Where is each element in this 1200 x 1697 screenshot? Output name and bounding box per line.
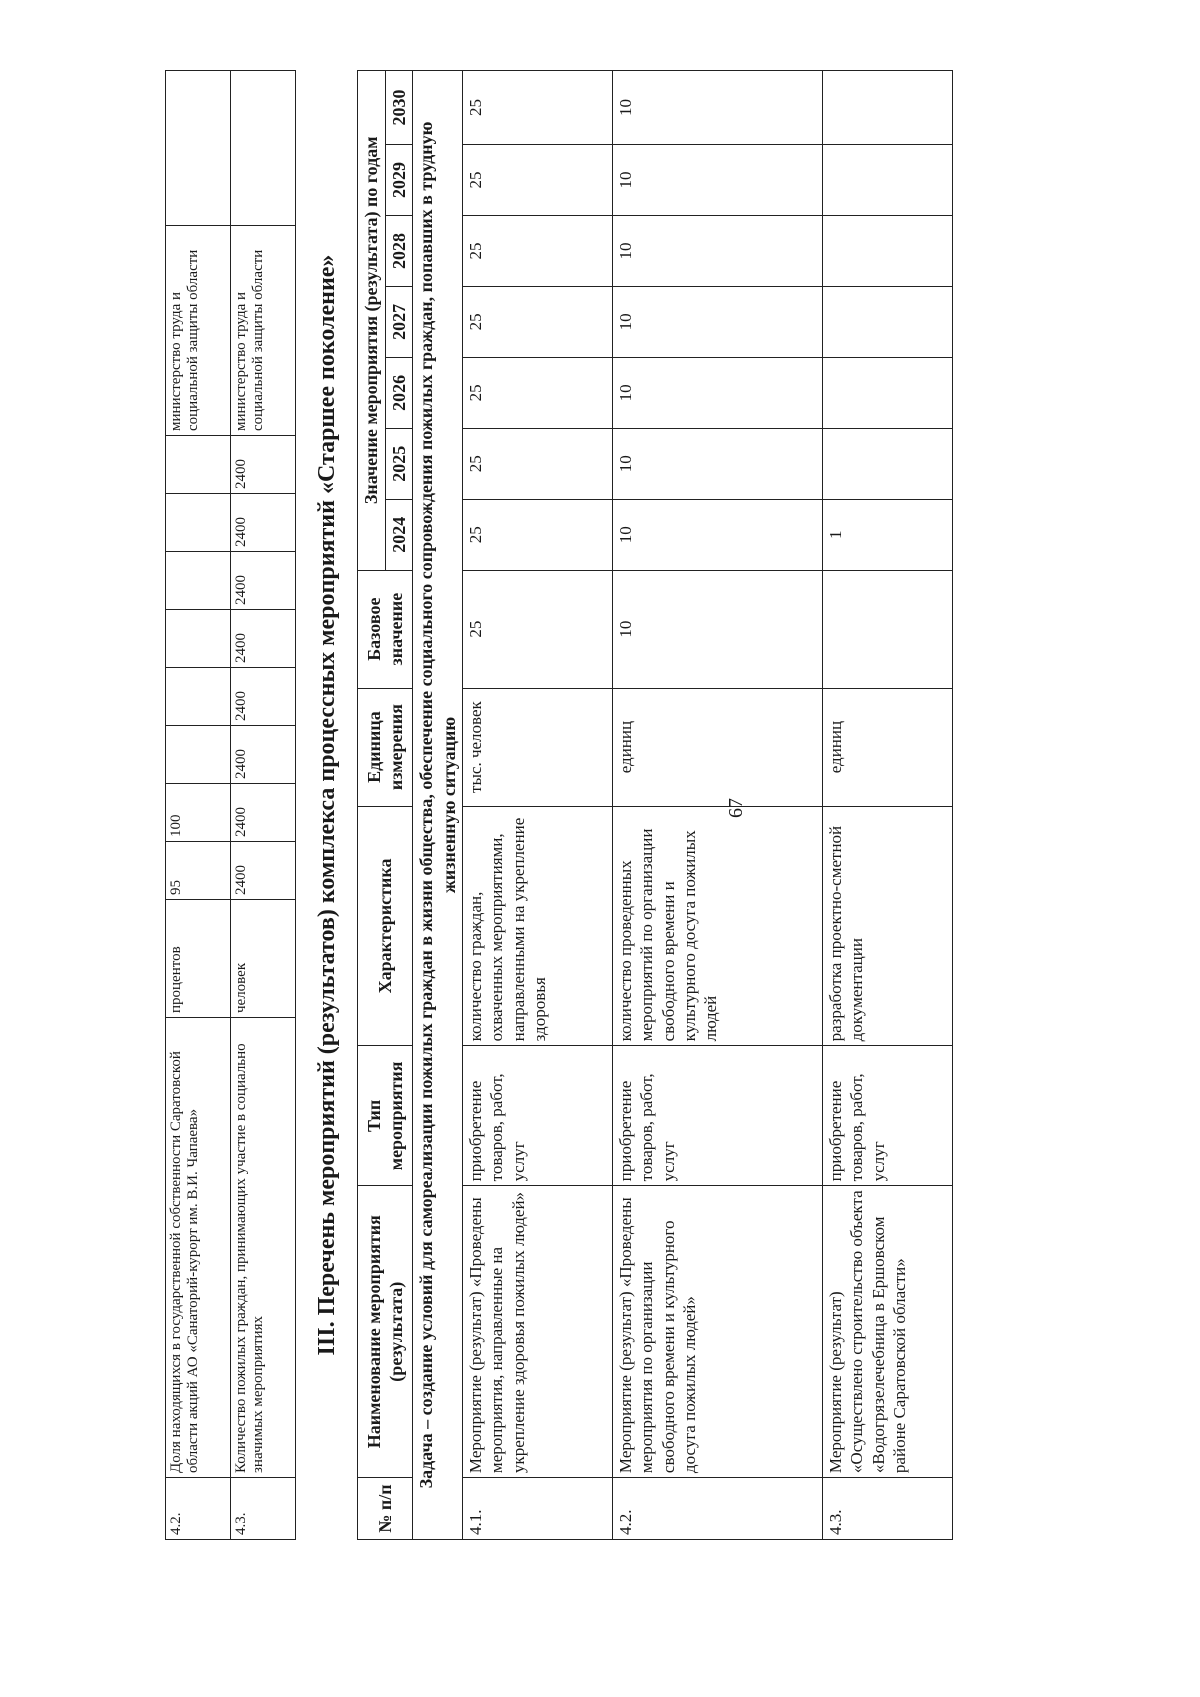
value-2028 [166, 552, 231, 610]
row-number: 4.3. [231, 1478, 296, 1540]
value-2025: 2400 [231, 726, 296, 784]
rotated-page-content [165, 70, 1065, 1540]
value-2026: 25 [463, 357, 613, 428]
unit: единиц [613, 688, 823, 806]
value-2028 [823, 215, 953, 286]
value-2029: 10 [613, 145, 823, 216]
measure-name: Мероприятие (результат) «Осуществлено строительство объекта «Водогрязелечебница в Ершовском районе Саратовской области» [823, 1186, 953, 1478]
value-2027 [166, 610, 231, 668]
empty-cell [166, 71, 231, 226]
value-2025 [823, 428, 953, 499]
measure-type: приобретение товаров, работ, услуг [823, 1046, 953, 1186]
header-year: 2024 [385, 499, 413, 570]
page-number: 67 [725, 798, 747, 818]
value-2029: 25 [463, 145, 613, 216]
value-2030: 10 [613, 71, 823, 145]
base-value [823, 570, 953, 688]
responsible: министерство труда и социальной защиты области [231, 226, 296, 436]
value-2024: 100 [166, 784, 231, 842]
header-unit: Единица измерения [358, 688, 413, 806]
value-2029: 2400 [231, 494, 296, 552]
value-2030 [823, 71, 953, 145]
row-number: 4.1. [463, 1478, 613, 1540]
header-year: 2028 [385, 215, 413, 286]
value-2026: 10 [613, 357, 823, 428]
unit: процентов [166, 900, 231, 1018]
value-2028: 2400 [231, 552, 296, 610]
value-2028: 10 [613, 215, 823, 286]
value-2025: 10 [613, 428, 823, 499]
value-2027: 2400 [231, 610, 296, 668]
row-number: 4.2. [613, 1478, 823, 1540]
measure-characteristic: разработка проектно-сметной документации [823, 806, 953, 1046]
table-row [463, 71, 613, 1540]
value-2026: 2400 [231, 668, 296, 726]
measure-type: приобретение товаров, работ, услуг [463, 1046, 613, 1186]
value-2024: 1 [823, 499, 953, 570]
measures-table [357, 70, 953, 1540]
value-2026 [823, 357, 953, 428]
value-2024: 25 [463, 499, 613, 570]
value-2027: 10 [613, 286, 823, 357]
value-2025 [166, 726, 231, 784]
row-number: 4.2. [166, 1478, 231, 1540]
value-2029 [823, 145, 953, 216]
value-2027 [823, 286, 953, 357]
table-row [613, 71, 823, 1540]
measure-characteristic: количество проведенных мероприятий по организации свободного времени и культурного досуга пожилых людей [613, 806, 823, 1046]
header-year: 2027 [385, 286, 413, 357]
base-value: 2400 [231, 842, 296, 900]
measure-characteristic: количество граждан, охваченных мероприятиями, направленными на укрепление здоровья [463, 806, 613, 1046]
header-characteristic: Характеристика [358, 806, 413, 1046]
header-base: Базовое значение [358, 570, 413, 688]
task-row [413, 71, 463, 1540]
value-2026 [166, 668, 231, 726]
header-num: № п/п [358, 1478, 413, 1540]
row-number: 4.3. [823, 1478, 953, 1540]
header-year: 2030 [385, 71, 413, 145]
table-row [166, 71, 231, 1540]
value-2030: 25 [463, 71, 613, 145]
value-2030 [166, 436, 231, 494]
unit: единиц [823, 688, 953, 806]
value-2025: 25 [463, 428, 613, 499]
indicator-name: Количество пожилых граждан, принимающих участие в социально значимых мероприятиях [231, 1018, 296, 1478]
measure-name: Мероприятие (результат) «Проведены мероприятия, направленные на укрепление здоровья пожилых людей» [463, 1186, 613, 1478]
section-title: III. Перечень мероприятий (результатов) комплекса процессных мероприятий «Старшее поколение» [314, 254, 340, 1356]
header-year: 2029 [385, 145, 413, 216]
header-type: Тип мероприятия [358, 1046, 413, 1186]
measure-name: Мероприятие (результат) «Проведены мероприятия по организации свободного времени и культурного досуга пожилых людей» [613, 1186, 823, 1478]
header-name: Наименование мероприятия (результата) [358, 1186, 413, 1478]
value-2024: 2400 [231, 784, 296, 842]
base-value: 95 [166, 842, 231, 900]
measure-type: приобретение товаров, работ, услуг [613, 1046, 823, 1186]
previous-table [165, 70, 296, 1540]
empty-cell [231, 71, 296, 226]
value-2029 [166, 494, 231, 552]
base-value: 10 [613, 570, 823, 688]
task-text: Задача – создание условий для самореализации пожилых граждан в жизни общества, обеспечение социального сопровождения пожилых граждан, попавших в трудную жизненную ситуацию [413, 71, 463, 1540]
base-value: 25 [463, 570, 613, 688]
value-2027: 25 [463, 286, 613, 357]
table-row [823, 71, 953, 1540]
header-year: 2025 [385, 428, 413, 499]
header-row [358, 71, 386, 1540]
unit: тыс. человек [463, 688, 613, 806]
header-values-group: Значение мероприятия (результата) по годам [358, 71, 386, 571]
value-2024: 10 [613, 499, 823, 570]
value-2030: 2400 [231, 436, 296, 494]
indicator-name: Доля находящихся в государственной собственности Саратовской области акций АО «Санаторий-курорт им. В.И. Чапаева» [166, 1018, 231, 1478]
responsible: министерство труда и социальной защиты области [166, 226, 231, 436]
table-row [231, 71, 296, 1540]
header-year: 2026 [385, 357, 413, 428]
value-2028: 25 [463, 215, 613, 286]
unit: человек [231, 900, 296, 1018]
